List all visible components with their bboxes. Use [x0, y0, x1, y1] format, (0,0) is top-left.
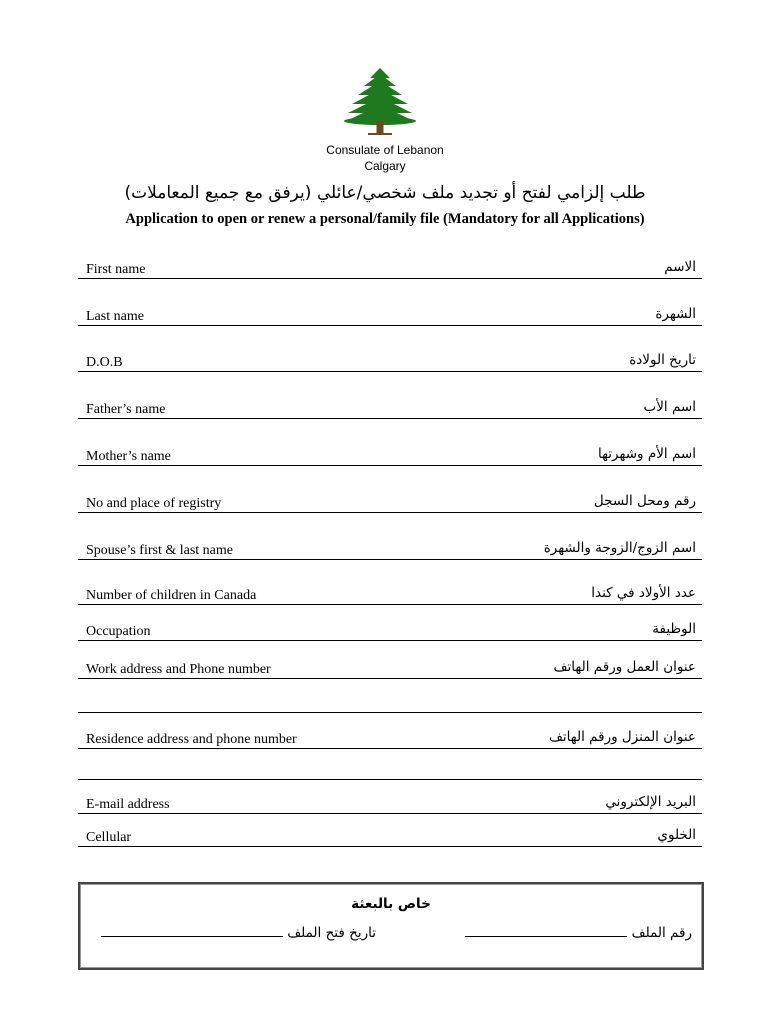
consulate-city: Calgary: [364, 159, 406, 173]
office-use-box: [78, 882, 704, 970]
field-label-en: Occupation: [86, 624, 151, 639]
field-label-en: Mother’s name: [86, 449, 171, 464]
field-residence-address-continuation[interactable]: [78, 779, 702, 780]
form-title-arabic: طلب إلزامي لفتح أو تجديد ملف شخصي/عائلي (يرفق مع جميع المعاملات): [124, 183, 646, 203]
field-first-name[interactable]: [78, 256, 702, 279]
consulate-name: Consulate of Lebanon: [326, 143, 444, 157]
field-label-ar: رقم ومحل السجل: [593, 493, 696, 509]
field-label-en: Last name: [86, 309, 144, 324]
field-label-ar: اسم الأم وشهرتها: [597, 446, 696, 462]
form-title-english: Application to open or renew a personal/family file (Mandatory for all Applications): [125, 211, 645, 227]
field-label-en: First name: [86, 262, 146, 277]
file-number-blank[interactable]: [465, 922, 627, 937]
field-mothers-name[interactable]: [78, 443, 702, 466]
field-last-name[interactable]: [78, 303, 702, 326]
field-work-address[interactable]: [78, 656, 702, 679]
field-label-en: Work address and Phone number: [86, 662, 271, 677]
field-dob[interactable]: [78, 349, 702, 372]
field-label-ar: الشهرة: [655, 306, 696, 322]
field-label-en: No and place of registry: [86, 496, 222, 511]
field-residence-address[interactable]: [78, 726, 702, 749]
cedar-tree-icon: [340, 66, 420, 138]
field-label-ar: تاريخ الولادة: [629, 352, 696, 368]
field-label-ar: عنوان المنزل ورقم الهاتف: [548, 729, 696, 745]
file-open-date-blank[interactable]: [101, 922, 283, 937]
field-label-ar: عنوان العمل ورقم الهاتف: [553, 659, 696, 675]
field-email[interactable]: [78, 791, 702, 814]
field-label-ar: اسم الأب: [643, 399, 696, 415]
field-fathers-name[interactable]: [78, 396, 702, 419]
field-occupation[interactable]: [78, 618, 702, 641]
field-label-ar: اسم الزوج/الزوجة والشهرة: [543, 540, 696, 556]
field-label-en: Father’s name: [86, 402, 166, 417]
field-label-en: Spouse’s first & last name: [86, 543, 233, 558]
field-label-ar: الاسم: [664, 259, 696, 275]
field-children-in-canada[interactable]: [78, 582, 702, 605]
field-label-en: E-mail address: [86, 797, 170, 812]
file-open-date-field[interactable]: [101, 922, 376, 941]
field-label-ar: عدد الأولاد في كندا: [591, 585, 696, 601]
field-label-en: Number of children in Canada: [86, 588, 257, 603]
field-label-ar: البريد الإلكتروني: [605, 794, 696, 810]
office-use-title: خاص بالبعثة: [351, 896, 431, 912]
file-number-field[interactable]: [465, 922, 692, 941]
field-label-en: Cellular: [86, 830, 132, 845]
field-label-en: D.O.B: [86, 355, 123, 370]
field-label-ar: الخلوي: [657, 827, 696, 843]
field-label-ar: الوظيفة: [652, 621, 696, 637]
file-number-label: رقم الملف: [631, 925, 692, 941]
field-registry[interactable]: [78, 490, 702, 513]
field-label-en: Residence address and phone number: [86, 732, 297, 747]
file-open-date-label: تاريخ فتح الملف: [287, 925, 376, 941]
field-work-address-continuation[interactable]: [78, 712, 702, 713]
field-cellular[interactable]: [78, 824, 702, 847]
field-spouse-name[interactable]: [78, 537, 702, 560]
